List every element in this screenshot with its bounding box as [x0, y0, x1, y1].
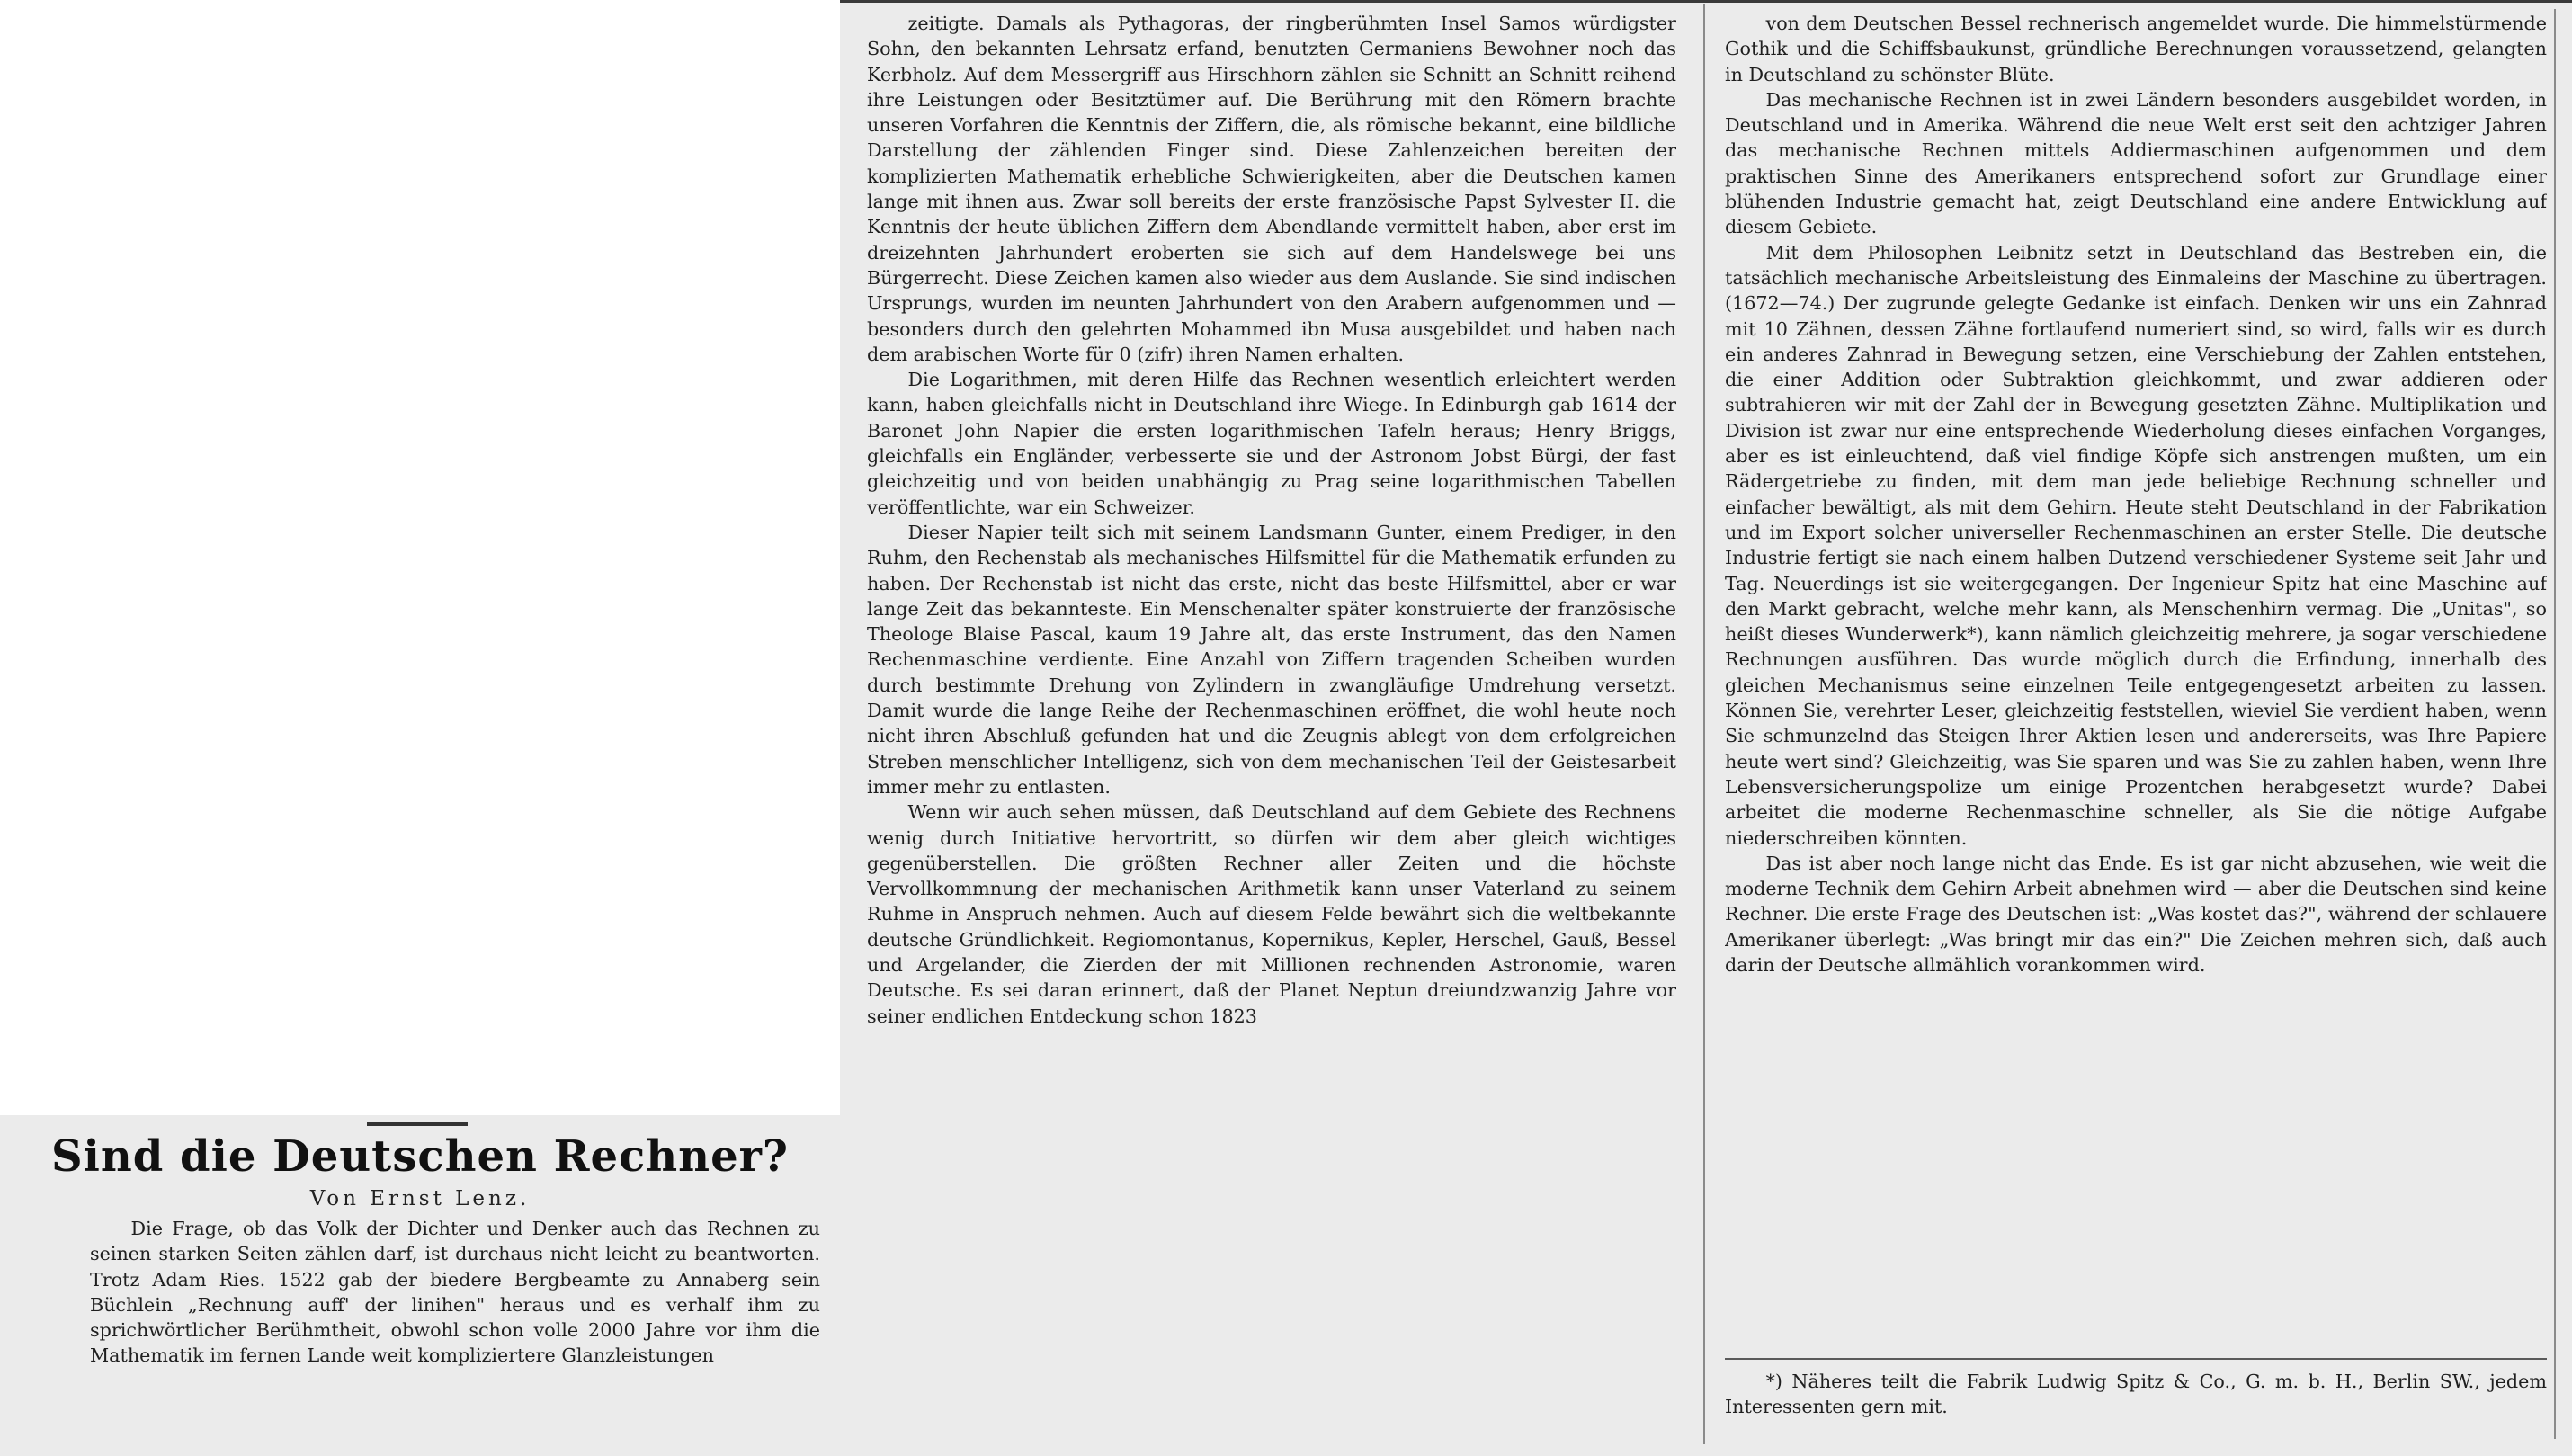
paragraph: Dieser Napier teilt sich mit seinem Landsmann Gunter, einem Prediger, in den Ruhm, den Rechenstab als mechanisches Hilfsmittel für die Mathematik erfunden zu haben. Der Rechenstab ist nicht das erste, nicht das beste Hilfsmittel, aber er war lange Zeit das bekannteste. Ein Menschenalter später konstruierte der französische Theologe Blaise Pascal, kaum 19 Jahre alt, das erste Instrument, das den Namen Rechenmaschine verdiente. Eine Anzahl von Ziffern tragenden Scheiben wurden durch bestimmte Drehung von Zylindern in zwangläufige Umdrehung versetzt. Damit wurde die lange Reihe der Rechenmaschinen eröffnet, die wohl heute noch nicht ihren Abschluß gefunden hat und die Zeugnis ablegt von dem erfolgreichen Streben menschlicher Intelligenz, sich von dem mechanischen Teil der Geistesarbeit immer mehr zu entlasten.	[867, 521, 1676, 798]
article-headline: Sind die Deutschen Rechner?	[50, 1131, 790, 1182]
footnote	[1725, 1358, 2547, 1420]
paragraph: Die Logarithmen, mit deren Hilfe das Rechnen wesentlich erleichtert werden kann, haben gleichfalls nicht in Deutschland ihre Wiege. In Edinburgh gab 1614 der Baronet John Napier die ersten logarithmischen Tafeln heraus; Henry Briggs, gleichfalls ein Engländer, verbesserte sie und der Astronom Jobst Bürgi, der fast gleichzeitig und von beiden unabhängig zu Prag seine logarithmischen Tabellen veröffentlichte, war ein Schweizer.	[867, 369, 1676, 518]
article-opening-clipping	[0, 1115, 840, 1456]
intro-paragraph: Die Frage, ob das Volk der Dichter und Denker auch das Rechnen zu seinen starken Seiten zählen darf, ist durchaus nicht leicht zu beantworten. Trotz Adam Ries. 1522 gab der biedere Bergbeamte zu Annaberg sein Büchlein „Rechnung auff' der linihen" heraus und es verhalf ihm zu sprichwörtlicher Berühmtheit, obwohl schon volle 2000 Jahre vor ihm die Mathematik im fernen Lande weit kompliziertere Glanzleistungen	[90, 1218, 820, 1367]
article-continuation-clipping	[840, 0, 2572, 1456]
headline-rule	[367, 1122, 468, 1126]
paragraph: Mit dem Philosophen Leibnitz setzt in Deutschland das Bestreben ein, die tatsächlich mechanische Arbeitsleistung des Einmaleins der Maschine zu übertragen. (1672—74.) Der zugrunde gelegte Gedanke ist einfach. Denken wir uns ein Zahnrad mit 10 Zähnen, dessen Zähne fortlaufend numeriert sind, so wird, falls wir es durch ein anderes Zahnrad in Bewegung setzen, eine Verschiebung der Zahlen entstehen, die einer Addition oder Subtraktion gleichkommt, und zwar addieren oder subtrahieren wir mit der Zahl der in Bewegung gesetzten Zähne. Multiplikation und Division ist zwar nur eine entsprechende Wiederholung dieses einfachen Vorganges, aber es ist einleuchtend, daß viel findige Köpfe sich anstrengen mußten, um ein Rädergetriebe zu finden, mit dem man jede beliebige Rechnung schneller und einfacher bewältigt, als mit dem Gehirn. Heute steht Deutschland in der Fabrikation und im Export solcher universeller Rechenmaschinen an erster Stelle. Die deutsche Industrie fertigt sie nach einem halben Dutzend verschiedener Systeme seit Jahr und Tag. Neuerdings ist sie weitergegangen. Der Ingenieur Spitz hat eine Maschine auf den Markt gebracht, welche mehr kann, als Menschenhirn vermag. Die „Unitas", so heißt dieses Wunderwerk*), kann nämlich gleichzeitig mehrere, ja sogar verschiedene Rechnungen ausführen. Das wurde möglich durch die Erfindung, innerhalb des gleichen Mechanismus seine einzelnen Teile entgegengesetzt arbeiten zu lassen. Können Sie, verehrter Leser, gleichzeitig feststellen, wieviel Sie verdient haben, wenn Sie schmunzelnd das Steigen Ihrer Aktien lesen und andererseits, was Ihre Papiere heute wert sind? Gleichzeitig, was Sie sparen und was Sie zu zahlen haben, wenn Ihre Lebensversicherungspolize um einige Prozentchen herabgesetzt wurde? Dabei arbeitet die moderne Rechenmaschine schneller, als Sie die nötige Aufgabe niederschreiben könnten.	[1725, 241, 2547, 849]
text-column-1	[867, 11, 1676, 1446]
top-rule	[840, 0, 2572, 3]
text-column-2	[1725, 11, 2547, 1351]
paragraph: Das ist aber noch lange nicht das Ende. Es ist gar nicht abzusehen, wie weit die moderne Technik dem Gehirn Arbeit abnehmen wird — aber die Deutschen sind keine Rechner. Die erste Frage des Deutschen ist: „Was kostet das?", während der schlauere Amerikaner überlegt: „Was bringt mir das ein?" Die Zeichen mehren sich, daß auch darin der Deutsche allmählich vorankommen wird.	[1725, 852, 2547, 976]
paragraph: zeitigte. Damals als Pythagoras, der ringberühmten Insel Samos würdigster Sohn, den bekannten Lehrsatz erfand, benutzten Germaniens Bewohner noch das Kerbholz. Auf dem Messergriff aus Hirschhorn zählen sie Schnitt an Schnitt reihend ihre Leistungen oder Besitztümer auf. Die Berührung mit den Römern brachte unseren Vorfahren die Kenntnis der Ziffern, die, als römische bekannt, eine bildliche Darstellung der zählenden Finger sind. Diese Zahlenzeichen bereiten der komplizierten Mathematik erhebliche Schwierigkeiten, aber die Deutschen kamen lange mit ihnen aus. Zwar soll bereits der erste französische Papst Sylvester II. die Kenntnis der heute üblichen Ziffern dem Abendlande vermittelt haben, aber erst im dreizehnten Jahrhundert eroberten sie sich auf dem Handelswege bei uns Bürgerrecht. Diese Zeichen kamen also wieder aus dem Auslande. Sie sind indischen Ursprungs, wurden im neunten Jahrhundert von den Arabern aufgenommen und — besonders durch den gelehrten Mohammed ibn Musa ausgebildet und haben nach dem arabischen Worte für 0 (zifr) ihren Namen erhalten.	[867, 13, 1676, 365]
intro-column	[90, 1216, 820, 1454]
paragraph: Das mechanische Rechnen ist in zwei Ländern besonders ausgebildet worden, in Deutschland und in Amerika. Während die neue Welt erst seit den achtziger Jahren das mechanische Rechnen mittels Addiermaschinen aufgenommen und dem praktischen Sinne des Amerikaners entsprechend sofort zur Grundlage einer blühenden Industrie gemacht hat, zeigt Deutschland eine andere Entwicklung auf diesem Gebiete.	[1725, 88, 2547, 238]
right-edge-rule	[2554, 9, 2556, 1439]
column-divider	[1703, 4, 1705, 1444]
article-byline: Von Ernst Lenz.	[309, 1187, 531, 1210]
footnote-text: *) Näheres teilt die Fabrik Ludwig Spitz & Co., G. m. b. H., Berlin SW., jedem Interessenten gern mit.	[1725, 1371, 2547, 1418]
paragraph: Wenn wir auch sehen müssen, daß Deutschland auf dem Gebiete des Rechnens wenig durch Initiative hervortritt, so dürfen wir dem aber gleich wichtiges gegenüberstellen. Die größten Rechner aller Zeiten und die höchste Vervollkommnung der mechanischen Arithmetik kann unser Vaterland zu seinem Ruhme in Anspruch nehmen. Auch auf diesem Felde bewährt sich die weltbekannte deutsche Gründlichkeit. Regiomontanus, Kopernikus, Kepler, Herschel, Gauß, Bessel und Argelander, die Zierden der mit Millionen rechnenden Astronomie, waren Deutsche. Es sei daran erinnert, daß der Planet Neptun dreiundzwanzig Jahre vor seiner endlichen Entdeckung schon 1823	[867, 801, 1676, 1027]
paragraph: von dem Deutschen Bessel rechnerisch angemeldet wurde. Die himmelstürmende Gothik und die Schiffsbaukunst, gründliche Berechnungen voraussetzend, gelangten in Deutschland zu schönster Blüte.	[1725, 13, 2547, 85]
